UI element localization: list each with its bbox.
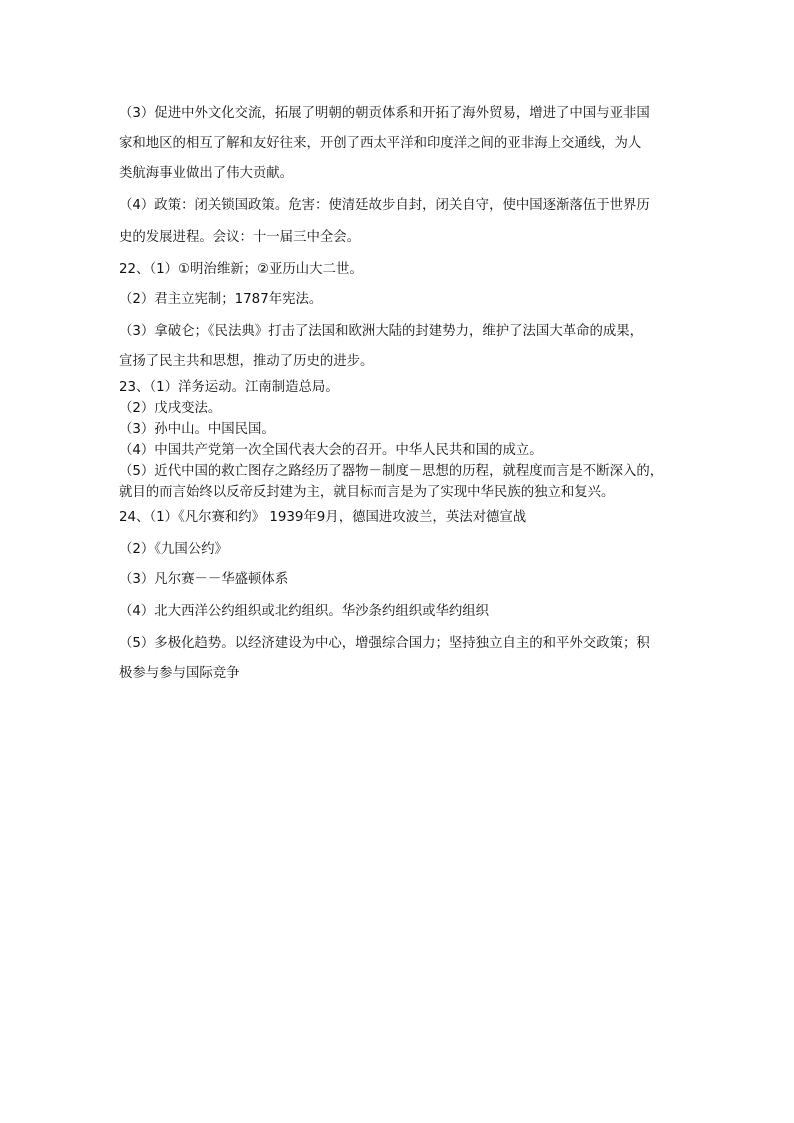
text-line: 家和地区的相互了解和友好往来，开创了西太平洋和印度洋之间的亚非海上交通线，为人 xyxy=(119,136,642,151)
text-line: （4）中国共产党第一次全国代表大会的召开。中华人民共和国的成立。 xyxy=(119,443,543,458)
text-line: （2）君主立宪制；1787年宪法。 xyxy=(119,292,323,307)
text-line: （3）孙中山。中国民国。 xyxy=(119,422,275,437)
text-line: （2）《九国公约》 xyxy=(119,542,228,557)
text-line: （3）促进中外文化交流，拓展了明朝的朝贡体系和开拓了海外贸易，增进了中国与亚非国 xyxy=(119,106,650,121)
text-line: 史的发展进程。会议：十一届三中全会。 xyxy=(119,230,361,245)
text-line: （5）多极化趋势。以经济建设为中心，增强综合国力；坚持独立自主的和平外交政策；积 xyxy=(119,636,650,651)
text-line: 22、（1）①明治维新；②亚历山大二世。 xyxy=(119,262,363,277)
text-line: （4）政策：闭关锁国政策。危害：使清廷故步自封，闭关自守，使中国逐渐落伍于世界历 xyxy=(119,198,650,213)
text-line: （4）北大西洋公约组织或北约组织。华沙条约组织或华约组织 xyxy=(119,604,490,619)
text-line: （3）凡尔赛－－华盛顿体系 xyxy=(119,572,289,587)
text-line: 就目的而言始终以反帝反封建为主，就目标而言是为了实现中华民族的独立和复兴。 xyxy=(119,485,615,500)
text-line: 宣扬了民主共和思想，推动了历史的进步。 xyxy=(119,354,374,369)
text-line: 极参与参与国际竞争 xyxy=(119,666,240,681)
text-line: 类航海事业做出了伟大贡献。 xyxy=(119,166,294,181)
text-line: （3）拿破仑；《民法典》打击了法国和欧洲大陆的封建势力，维护了法国大革命的成果， xyxy=(119,324,644,339)
text-line: 23、（1）洋务运动。江南制造总局。 xyxy=(119,380,339,395)
text-line: （2）戊戌变法。 xyxy=(119,401,222,416)
text-line: （5）近代中国的救亡图存之路经历了器物－制度－思想的历程，就程度而言是不断深入的， xyxy=(119,464,664,479)
text-line: 24、（1）《凡尔赛和约》 1939年9月，德国进攻波兰，英法对德宣战 xyxy=(119,510,527,525)
